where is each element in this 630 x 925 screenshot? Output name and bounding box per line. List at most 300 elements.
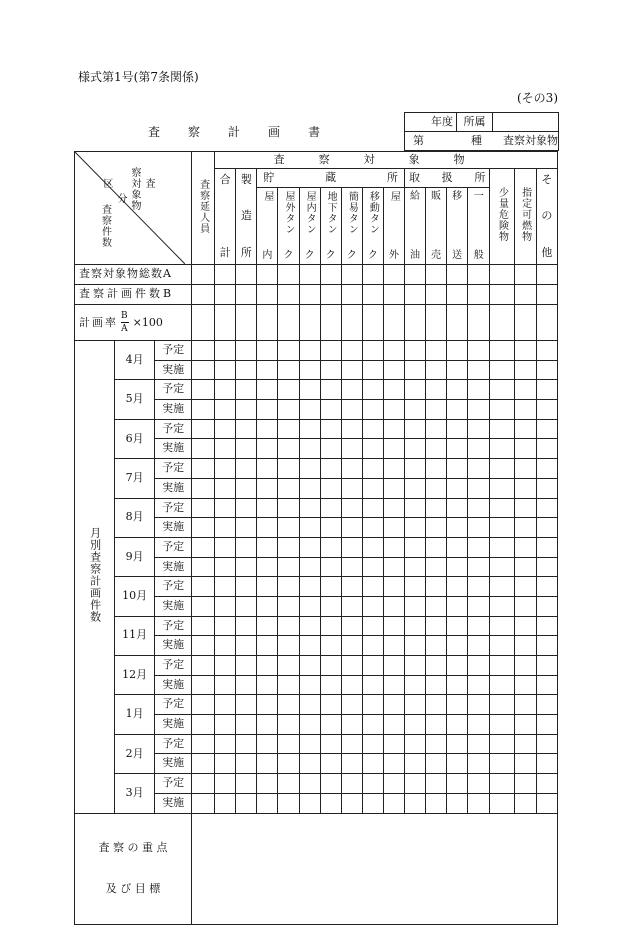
data-cell[interactable] <box>257 675 278 695</box>
data-cell[interactable] <box>341 478 362 498</box>
data-cell[interactable] <box>215 518 236 538</box>
data-cell[interactable] <box>278 478 299 498</box>
data-cell[interactable] <box>341 419 362 439</box>
data-cell[interactable] <box>299 734 320 754</box>
data-cell[interactable] <box>536 734 557 754</box>
data-cell[interactable] <box>514 715 536 735</box>
data-cell[interactable] <box>514 285 536 305</box>
data-cell[interactable] <box>257 360 278 380</box>
data-cell[interactable] <box>192 498 215 518</box>
data-cell[interactable] <box>404 656 425 676</box>
data-cell[interactable] <box>468 695 490 715</box>
data-cell[interactable] <box>426 285 447 305</box>
data-cell[interactable] <box>468 675 490 695</box>
data-cell[interactable] <box>192 754 215 774</box>
data-cell[interactable] <box>490 285 514 305</box>
data-cell[interactable] <box>468 400 490 420</box>
data-cell[interactable] <box>299 577 320 597</box>
data-cell[interactable] <box>192 285 215 305</box>
data-cell[interactable] <box>362 459 383 479</box>
data-cell[interactable] <box>490 695 514 715</box>
data-cell[interactable] <box>362 557 383 577</box>
data-cell[interactable] <box>468 265 490 285</box>
data-cell[interactable] <box>426 305 447 341</box>
data-cell[interactable] <box>447 774 468 794</box>
data-cell[interactable] <box>362 596 383 616</box>
data-cell[interactable] <box>426 734 447 754</box>
data-cell[interactable] <box>404 265 425 285</box>
data-cell[interactable] <box>490 537 514 557</box>
data-cell[interactable] <box>490 305 514 341</box>
data-cell[interactable] <box>320 695 341 715</box>
data-cell[interactable] <box>320 459 341 479</box>
data-cell[interactable] <box>447 400 468 420</box>
data-cell[interactable] <box>215 734 236 754</box>
data-cell[interactable] <box>447 439 468 459</box>
data-cell[interactable] <box>426 265 447 285</box>
data-cell[interactable] <box>447 557 468 577</box>
data-cell[interactable] <box>236 715 257 735</box>
data-cell[interactable] <box>278 596 299 616</box>
data-cell[interactable] <box>447 305 468 341</box>
data-cell[interactable] <box>257 518 278 538</box>
data-cell[interactable] <box>426 419 447 439</box>
data-cell[interactable] <box>383 341 404 361</box>
data-cell[interactable] <box>257 459 278 479</box>
data-cell[interactable] <box>341 715 362 735</box>
data-cell[interactable] <box>320 478 341 498</box>
data-cell[interactable] <box>257 656 278 676</box>
data-cell[interactable] <box>383 577 404 597</box>
data-cell[interactable] <box>404 636 425 656</box>
data-cell[interactable] <box>362 636 383 656</box>
data-cell[interactable] <box>426 360 447 380</box>
data-cell[interactable] <box>426 459 447 479</box>
data-cell[interactable] <box>299 616 320 636</box>
data-cell[interactable] <box>257 596 278 616</box>
data-cell[interactable] <box>426 596 447 616</box>
data-cell[interactable] <box>192 380 215 400</box>
data-cell[interactable] <box>426 557 447 577</box>
data-cell[interactable] <box>341 285 362 305</box>
data-cell[interactable] <box>468 518 490 538</box>
data-cell[interactable] <box>514 656 536 676</box>
data-cell[interactable] <box>299 675 320 695</box>
data-cell[interactable] <box>341 754 362 774</box>
data-cell[interactable] <box>447 734 468 754</box>
data-cell[interactable] <box>278 577 299 597</box>
data-cell[interactable] <box>490 265 514 285</box>
data-cell[interactable] <box>236 285 257 305</box>
data-cell[interactable] <box>236 439 257 459</box>
data-cell[interactable] <box>320 341 341 361</box>
data-cell[interactable] <box>362 695 383 715</box>
data-cell[interactable] <box>320 537 341 557</box>
data-cell[interactable] <box>362 675 383 695</box>
data-cell[interactable] <box>236 793 257 813</box>
data-cell[interactable] <box>536 478 557 498</box>
data-cell[interactable] <box>490 478 514 498</box>
data-cell[interactable] <box>320 675 341 695</box>
data-cell[interactable] <box>236 577 257 597</box>
data-cell[interactable] <box>341 596 362 616</box>
data-cell[interactable] <box>236 656 257 676</box>
data-cell[interactable] <box>320 616 341 636</box>
data-cell[interactable] <box>299 419 320 439</box>
data-cell[interactable] <box>278 715 299 735</box>
data-cell[interactable] <box>278 459 299 479</box>
data-cell[interactable] <box>468 793 490 813</box>
data-cell[interactable] <box>299 774 320 794</box>
data-cell[interactable] <box>320 656 341 676</box>
data-cell[interactable] <box>299 636 320 656</box>
data-cell[interactable] <box>341 774 362 794</box>
data-cell[interactable] <box>320 754 341 774</box>
data-cell[interactable] <box>278 793 299 813</box>
data-cell[interactable] <box>536 380 557 400</box>
data-cell[interactable] <box>362 285 383 305</box>
data-cell[interactable] <box>468 459 490 479</box>
data-cell[interactable] <box>299 498 320 518</box>
data-cell[interactable] <box>383 596 404 616</box>
data-cell[interactable] <box>362 400 383 420</box>
data-cell[interactable] <box>404 675 425 695</box>
data-cell[interactable] <box>468 285 490 305</box>
data-cell[interactable] <box>257 537 278 557</box>
data-cell[interactable] <box>236 675 257 695</box>
data-cell[interactable] <box>257 498 278 518</box>
data-cell[interactable] <box>383 265 404 285</box>
data-cell[interactable] <box>215 715 236 735</box>
data-cell[interactable] <box>447 793 468 813</box>
data-cell[interactable] <box>299 360 320 380</box>
data-cell[interactable] <box>236 419 257 439</box>
data-cell[interactable] <box>320 400 341 420</box>
data-cell[interactable] <box>447 360 468 380</box>
data-cell[interactable] <box>404 478 425 498</box>
data-cell[interactable] <box>536 774 557 794</box>
data-cell[interactable] <box>236 596 257 616</box>
data-cell[interactable] <box>236 695 257 715</box>
data-cell[interactable] <box>490 754 514 774</box>
data-cell[interactable] <box>257 754 278 774</box>
data-cell[interactable] <box>536 715 557 735</box>
data-cell[interactable] <box>215 636 236 656</box>
data-cell[interactable] <box>215 577 236 597</box>
data-cell[interactable] <box>278 695 299 715</box>
data-cell[interactable] <box>299 754 320 774</box>
data-cell[interactable] <box>383 734 404 754</box>
data-cell[interactable] <box>278 439 299 459</box>
data-cell[interactable] <box>383 498 404 518</box>
data-cell[interactable] <box>362 439 383 459</box>
data-cell[interactable] <box>299 285 320 305</box>
data-cell[interactable] <box>468 656 490 676</box>
data-cell[interactable] <box>362 518 383 538</box>
data-cell[interactable] <box>362 380 383 400</box>
data-cell[interactable] <box>514 695 536 715</box>
data-cell[interactable] <box>383 439 404 459</box>
data-cell[interactable] <box>468 636 490 656</box>
data-cell[interactable] <box>299 715 320 735</box>
data-cell[interactable] <box>341 636 362 656</box>
data-cell[interactable] <box>514 380 536 400</box>
data-cell[interactable] <box>278 380 299 400</box>
data-cell[interactable] <box>299 380 320 400</box>
data-cell[interactable] <box>536 439 557 459</box>
data-cell[interactable] <box>468 577 490 597</box>
data-cell[interactable] <box>536 675 557 695</box>
data-cell[interactable] <box>514 459 536 479</box>
data-cell[interactable] <box>215 400 236 420</box>
data-cell[interactable] <box>536 616 557 636</box>
data-cell[interactable] <box>514 265 536 285</box>
data-cell[interactable] <box>383 400 404 420</box>
data-cell[interactable] <box>404 400 425 420</box>
data-cell[interactable] <box>468 774 490 794</box>
data-cell[interactable] <box>341 439 362 459</box>
data-cell[interactable] <box>447 754 468 774</box>
data-cell[interactable] <box>490 577 514 597</box>
data-cell[interactable] <box>514 400 536 420</box>
data-cell[interactable] <box>192 695 215 715</box>
data-cell[interactable] <box>426 537 447 557</box>
data-cell[interactable] <box>299 400 320 420</box>
data-cell[interactable] <box>320 419 341 439</box>
data-cell[interactable] <box>490 656 514 676</box>
data-cell[interactable] <box>490 360 514 380</box>
data-cell[interactable] <box>192 774 215 794</box>
data-cell[interactable] <box>215 596 236 616</box>
data-cell[interactable] <box>341 695 362 715</box>
data-cell[interactable] <box>447 498 468 518</box>
data-cell[interactable] <box>514 636 536 656</box>
data-cell[interactable] <box>278 265 299 285</box>
data-cell[interactable] <box>536 754 557 774</box>
data-cell[interactable] <box>278 285 299 305</box>
data-cell[interactable] <box>383 537 404 557</box>
data-cell[interactable] <box>490 793 514 813</box>
data-cell[interactable] <box>514 734 536 754</box>
data-cell[interactable] <box>278 305 299 341</box>
data-cell[interactable] <box>468 341 490 361</box>
data-cell[interactable] <box>404 695 425 715</box>
data-cell[interactable] <box>383 636 404 656</box>
data-cell[interactable] <box>215 305 236 341</box>
data-cell[interactable] <box>447 419 468 439</box>
data-cell[interactable] <box>447 380 468 400</box>
data-cell[interactable] <box>192 675 215 695</box>
data-cell[interactable] <box>447 285 468 305</box>
data-cell[interactable] <box>299 459 320 479</box>
data-cell[interactable] <box>215 285 236 305</box>
data-cell[interactable] <box>468 734 490 754</box>
data-cell[interactable] <box>426 478 447 498</box>
data-cell[interactable] <box>404 380 425 400</box>
data-cell[interactable] <box>257 616 278 636</box>
data-cell[interactable] <box>447 715 468 735</box>
data-cell[interactable] <box>278 341 299 361</box>
data-cell[interactable] <box>299 656 320 676</box>
data-cell[interactable] <box>514 675 536 695</box>
data-cell[interactable] <box>383 715 404 735</box>
data-cell[interactable] <box>426 656 447 676</box>
data-cell[interactable] <box>341 793 362 813</box>
data-cell[interactable] <box>257 265 278 285</box>
data-cell[interactable] <box>536 557 557 577</box>
data-cell[interactable] <box>192 360 215 380</box>
data-cell[interactable] <box>404 557 425 577</box>
data-cell[interactable] <box>447 341 468 361</box>
data-cell[interactable] <box>404 596 425 616</box>
data-cell[interactable] <box>299 305 320 341</box>
data-cell[interactable] <box>490 557 514 577</box>
data-cell[interactable] <box>404 715 425 735</box>
data-cell[interactable] <box>278 537 299 557</box>
data-cell[interactable] <box>426 341 447 361</box>
data-cell[interactable] <box>236 360 257 380</box>
data-cell[interactable] <box>278 518 299 538</box>
data-cell[interactable] <box>278 419 299 439</box>
data-cell[interactable] <box>236 734 257 754</box>
data-cell[interactable] <box>341 341 362 361</box>
data-cell[interactable] <box>426 636 447 656</box>
data-cell[interactable] <box>278 557 299 577</box>
data-cell[interactable] <box>299 478 320 498</box>
data-cell[interactable] <box>215 557 236 577</box>
data-cell[interactable] <box>215 380 236 400</box>
data-cell[interactable] <box>192 656 215 676</box>
data-cell[interactable] <box>257 715 278 735</box>
data-cell[interactable] <box>278 400 299 420</box>
data-cell[interactable] <box>320 774 341 794</box>
data-cell[interactable] <box>536 695 557 715</box>
data-cell[interactable] <box>320 380 341 400</box>
data-cell[interactable] <box>341 616 362 636</box>
data-cell[interactable] <box>536 459 557 479</box>
data-cell[interactable] <box>236 616 257 636</box>
data-cell[interactable] <box>278 656 299 676</box>
data-cell[interactable] <box>299 537 320 557</box>
data-cell[interactable] <box>341 305 362 341</box>
data-cell[interactable] <box>514 577 536 597</box>
data-cell[interactable] <box>215 774 236 794</box>
data-cell[interactable] <box>362 656 383 676</box>
data-cell[interactable] <box>362 265 383 285</box>
data-cell[interactable] <box>236 478 257 498</box>
data-cell[interactable] <box>299 695 320 715</box>
data-cell[interactable] <box>536 793 557 813</box>
data-cell[interactable] <box>468 380 490 400</box>
data-cell[interactable] <box>536 419 557 439</box>
data-cell[interactable] <box>447 596 468 616</box>
data-cell[interactable] <box>404 285 425 305</box>
data-cell[interactable] <box>468 557 490 577</box>
data-cell[interactable] <box>362 616 383 636</box>
data-cell[interactable] <box>320 715 341 735</box>
data-cell[interactable] <box>383 305 404 341</box>
data-cell[interactable] <box>426 439 447 459</box>
data-cell[interactable] <box>257 341 278 361</box>
data-cell[interactable] <box>341 265 362 285</box>
data-cell[interactable] <box>383 380 404 400</box>
data-cell[interactable] <box>490 596 514 616</box>
data-cell[interactable] <box>426 793 447 813</box>
data-cell[interactable] <box>257 734 278 754</box>
data-cell[interactable] <box>215 675 236 695</box>
data-cell[interactable] <box>468 616 490 636</box>
data-cell[interactable] <box>341 360 362 380</box>
data-cell[interactable] <box>404 616 425 636</box>
data-cell[interactable] <box>383 459 404 479</box>
data-cell[interactable] <box>278 498 299 518</box>
data-cell[interactable] <box>468 419 490 439</box>
data-cell[interactable] <box>215 341 236 361</box>
data-cell[interactable] <box>215 656 236 676</box>
data-cell[interactable] <box>320 577 341 597</box>
data-cell[interactable] <box>192 734 215 754</box>
data-cell[interactable] <box>404 439 425 459</box>
data-cell[interactable] <box>320 636 341 656</box>
data-cell[interactable] <box>192 793 215 813</box>
data-cell[interactable] <box>447 577 468 597</box>
data-cell[interactable] <box>383 557 404 577</box>
data-cell[interactable] <box>257 380 278 400</box>
data-cell[interactable] <box>362 360 383 380</box>
data-cell[interactable] <box>215 754 236 774</box>
data-cell[interactable] <box>320 518 341 538</box>
data-cell[interactable] <box>514 518 536 538</box>
data-cell[interactable] <box>404 734 425 754</box>
data-cell[interactable] <box>404 774 425 794</box>
data-cell[interactable] <box>341 577 362 597</box>
data-cell[interactable] <box>257 774 278 794</box>
data-cell[interactable] <box>320 734 341 754</box>
data-cell[interactable] <box>362 537 383 557</box>
data-cell[interactable] <box>257 419 278 439</box>
data-cell[interactable] <box>468 360 490 380</box>
data-cell[interactable] <box>490 380 514 400</box>
data-cell[interactable] <box>320 360 341 380</box>
data-cell[interactable] <box>404 754 425 774</box>
data-cell[interactable] <box>514 774 536 794</box>
data-cell[interactable] <box>192 596 215 616</box>
data-cell[interactable] <box>490 715 514 735</box>
data-cell[interactable] <box>278 734 299 754</box>
data-cell[interactable] <box>215 419 236 439</box>
data-cell[interactable] <box>426 518 447 538</box>
data-cell[interactable] <box>236 305 257 341</box>
data-cell[interactable] <box>320 557 341 577</box>
data-cell[interactable] <box>362 478 383 498</box>
data-cell[interactable] <box>192 459 215 479</box>
data-cell[interactable] <box>536 265 557 285</box>
data-cell[interactable] <box>236 557 257 577</box>
data-cell[interactable] <box>215 459 236 479</box>
data-cell[interactable] <box>426 754 447 774</box>
data-cell[interactable] <box>299 596 320 616</box>
data-cell[interactable] <box>192 419 215 439</box>
data-cell[interactable] <box>536 498 557 518</box>
data-cell[interactable] <box>536 285 557 305</box>
data-cell[interactable] <box>490 518 514 538</box>
data-cell[interactable] <box>236 774 257 794</box>
data-cell[interactable] <box>468 754 490 774</box>
data-cell[interactable] <box>383 774 404 794</box>
focus-input[interactable] <box>192 813 558 924</box>
data-cell[interactable] <box>362 305 383 341</box>
data-cell[interactable] <box>362 715 383 735</box>
